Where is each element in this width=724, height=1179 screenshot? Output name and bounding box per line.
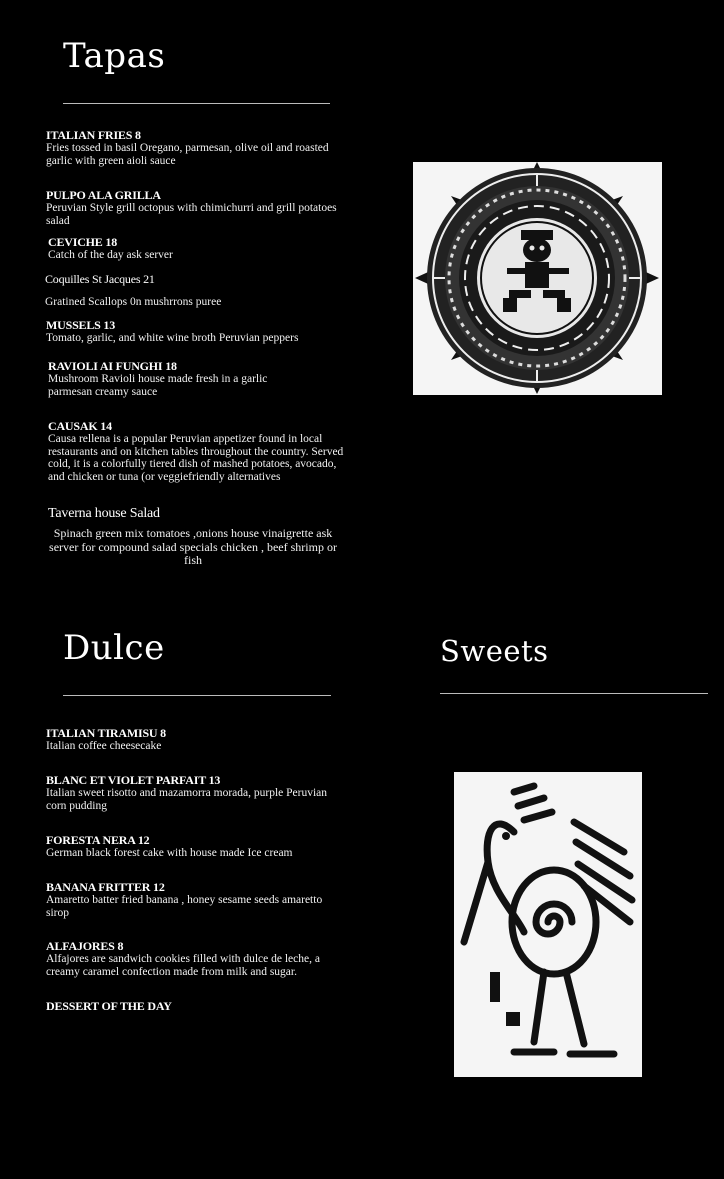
item-desc: Gratined Scallops 0n mushrrons puree (45, 296, 222, 308)
item-desc: Peruvian Style grill octopus with chimichurri and grill potatoes salad (46, 202, 337, 227)
item-desc: Spinach green mix tomatoes ,onions house vinaigrette ask server for compound salad specials chicken , beef shrimp or fish (49, 526, 337, 567)
item-desc: Amaretto batter fried banana , honey sesame seeds amaretto sirop (46, 894, 323, 919)
item-desc: German black forest cake with house made Ice cream (46, 847, 293, 859)
sweets-divider (440, 693, 708, 694)
item-name: MUSSELS 13 (46, 318, 116, 332)
menu-item (45, 271, 345, 309)
menu-item (46, 1000, 346, 1013)
item-desc: Fries tossed in basil Oregano, parmesan, olive oil and roasted garlic with green aioli sauce (46, 142, 329, 167)
aztec-calendar-image (413, 162, 662, 395)
menu-item (48, 236, 348, 262)
menu-item (48, 360, 313, 398)
sweets-title: Sweets (440, 634, 549, 668)
item-name: ITALIAN TIRAMISU 8 (46, 726, 166, 740)
item-name: BLANC ET VIOLET PARFAIT 13 (46, 773, 221, 787)
menu-item (46, 774, 346, 812)
item-desc: Alfajores are sandwich cookies filled with dulce de leche, a creamy caramel confection made from milk and sugar. (46, 953, 320, 978)
item-desc: Causa rellena is a popular Peruvian appetizer found in local restaurants and on kitchen tables throughout the country. Served cold, it is a colorfully tiered dish of mashed potatoes, avocado, and chicken or tuna (or veggiefriendly alternatives (48, 433, 344, 483)
item-desc: Italian coffee cheesecake (46, 740, 162, 752)
item-desc: Italian sweet risotto and mazamorra morada, purple Peruvian corn pudding (46, 787, 328, 812)
menu-item (48, 505, 338, 568)
item-name: BANANA FRITTER 12 (46, 880, 165, 894)
menu-item (46, 129, 346, 167)
menu-item (46, 834, 356, 860)
item-name: Taverna house Salad (48, 506, 160, 521)
menu-item (46, 727, 346, 753)
menu-item (46, 189, 346, 227)
tribal-bird-image (454, 772, 642, 1077)
item-name: CAUSAK 14 (48, 419, 112, 433)
item-name: ALFAJORES 8 (46, 939, 124, 953)
aztec-calendar-icon (413, 162, 662, 395)
item-name: DESSERT OF THE DAY (46, 999, 172, 1013)
item-name: Coquilles St Jacques 21 (45, 272, 155, 286)
dulce-divider (63, 695, 331, 696)
tapas-title: Tapas (63, 36, 166, 76)
menu-item (46, 319, 356, 345)
item-desc: Tomato, garlic, and white wine broth Peruvian peppers (46, 332, 299, 344)
item-desc: Mushroom Ravioli house made fresh in a garlic parmesan creamy sauce (48, 373, 268, 398)
item-name: ITALIAN FRIES 8 (46, 128, 141, 142)
dulce-title: Dulce (63, 628, 165, 668)
item-name: RAVIOLI AI FUNGHI 18 (48, 359, 177, 373)
item-name: FORESTA NERA 12 (46, 833, 150, 847)
item-name: CEVICHE 18 (48, 235, 118, 249)
item-name: PULPO ALA GRILLA (46, 188, 161, 202)
menu-item (46, 940, 356, 978)
item-desc: Catch of the day ask server (48, 249, 173, 261)
menu-item (48, 420, 348, 483)
tapas-divider (63, 103, 330, 104)
tribal-bird-icon (454, 772, 642, 1077)
menu-item (46, 881, 336, 919)
